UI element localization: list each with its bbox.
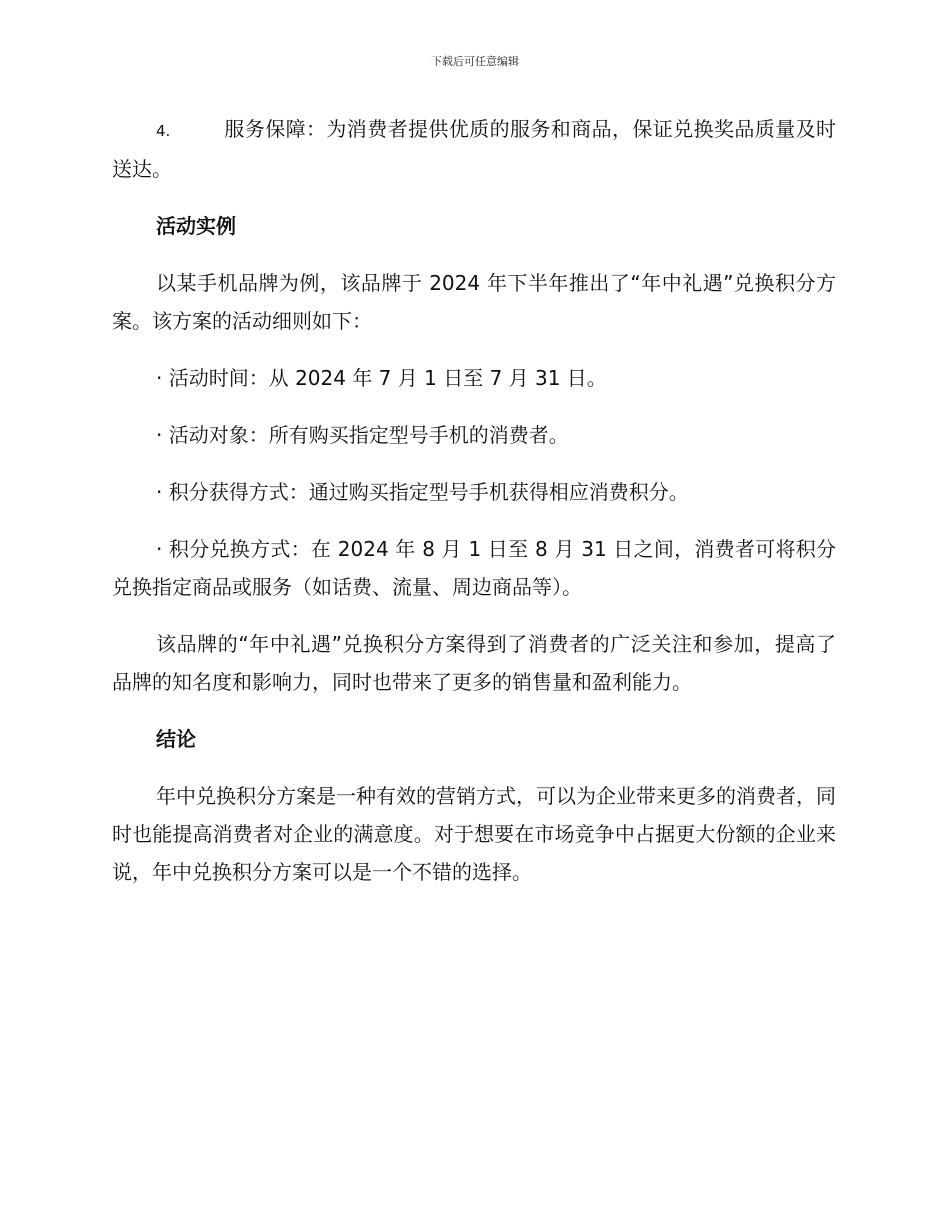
conclusion-paragraph: 年中兑换积分方案是一种有效的营销方式，可以为企业带来更多的消费者，同时也能提高消费者对企业的满意度。对于想要在市场竞争中占据更大份额的企业来说，年中兑换积分方案可以是一个不错的选择。 [112,784,836,884]
list-item-text: 服务保障：为消费者提供优质的服务和商品，保证兑换奖品质量及时送达。 [112,117,836,181]
list-number: 4. [156,122,171,140]
example-intro-paragraph: 以某手机品牌为例，该品牌于 2024 年下半年推出了“年中礼遇”兑换积分方案。该方案的活动细则如下： [112,271,836,333]
bullet-points-earning: · 积分获得方式：通过购买指定型号手机获得相应消费积分。 [156,480,689,504]
document-body [112,110,836,910]
section-heading-conclusion: 结论 [156,727,196,751]
page-header: 下载后可任意编辑 [431,55,519,68]
section-heading-example: 活动实例 [156,214,236,238]
list-item-4 [112,110,836,188]
bullet-points-redemption: · 积分兑换方式：在 2024 年 8 月 1 日至 8 月 31 日之间，消费者可将积分兑换指定商品或服务（如话费、流量、周边商品等）。 [112,537,836,599]
bullet-activity-target: · 活动对象：所有购买指定型号手机的消费者。 [156,423,569,447]
example-summary-paragraph: 该品牌的“年中礼遇”兑换积分方案得到了消费者的广泛关注和参加，提高了品牌的知名度和影响力，同时也带来了更多的销售量和盈利能力。 [112,632,836,694]
bullet-activity-time: · 活动时间：从 2024 年 7 月 1 日至 7 月 31 日。 [156,366,607,390]
